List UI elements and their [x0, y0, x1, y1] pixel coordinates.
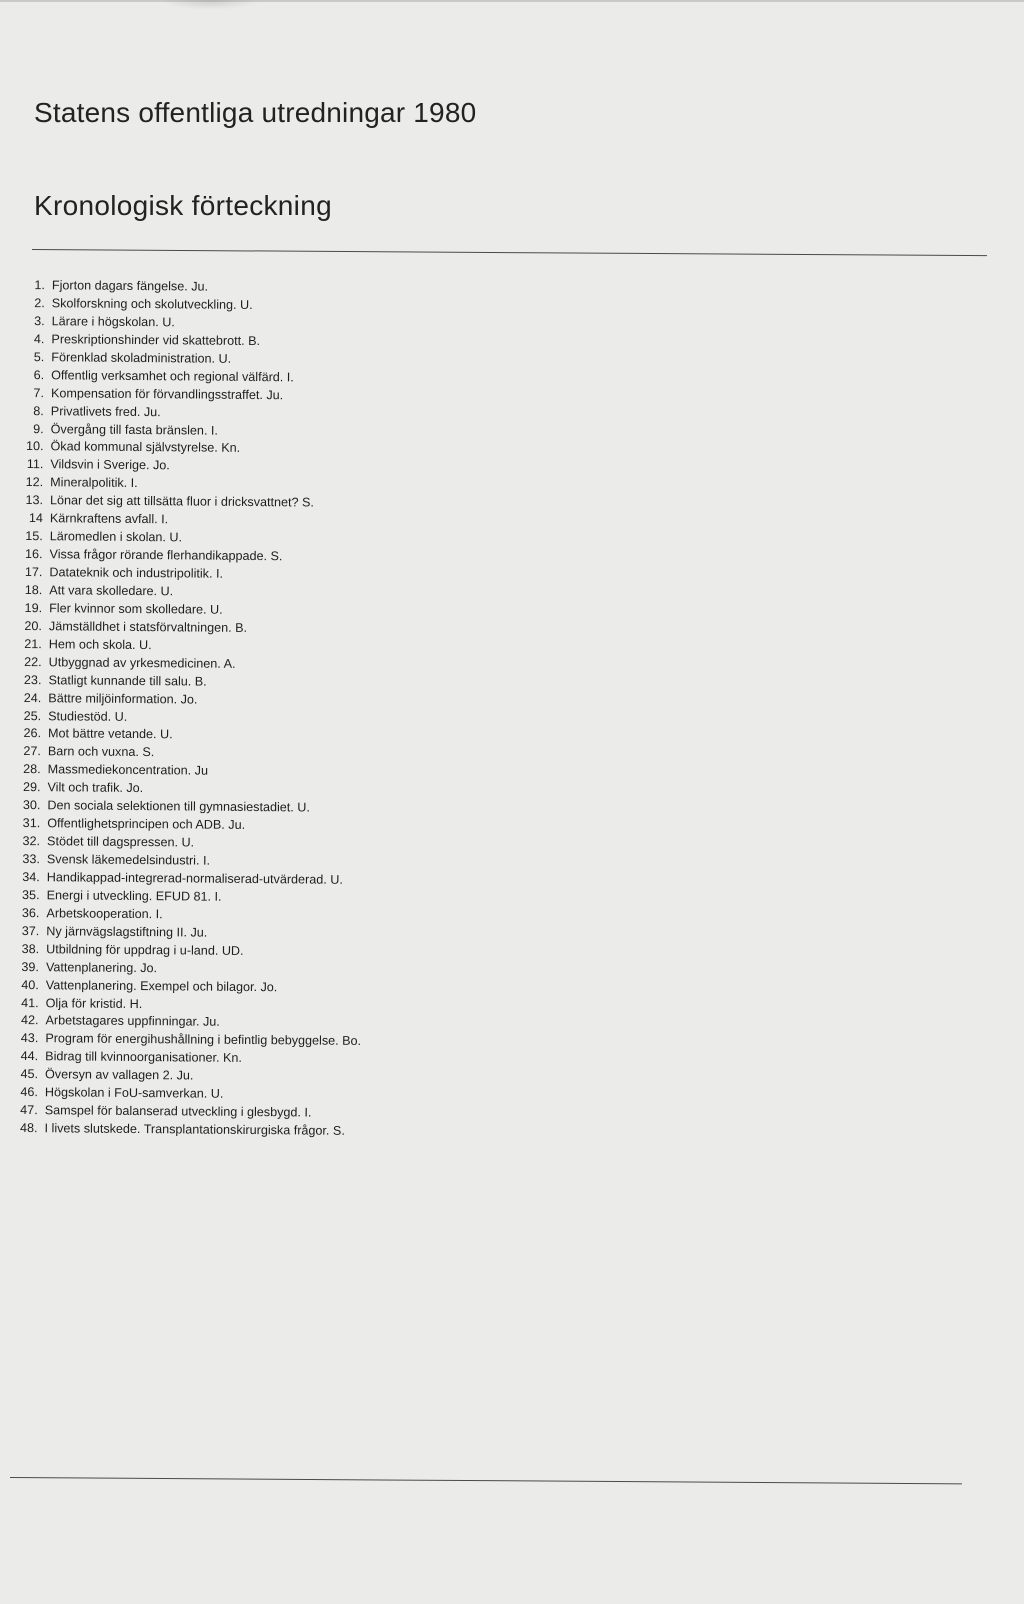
item-number: 33. — [22, 852, 40, 867]
item-title: Samspel för balanserad utveckling i glesbygd. I. — [44, 1103, 312, 1120]
item-number: 45. — [20, 1067, 39, 1082]
item-title: Stödet till dagspressen. U. — [47, 834, 195, 850]
item-title: Övergång till fasta bränslen. I. — [50, 421, 219, 438]
item-title: Privatlivets fred. Ju. — [50, 403, 161, 419]
item-title: Datateknik och industripolitik. I. — [49, 565, 224, 581]
list-item — [16, 1120, 360, 1141]
page-subtitle: Kronologisk förteckning — [34, 190, 332, 221]
item-number: 42. — [20, 1013, 39, 1028]
item-number: 25. — [23, 708, 42, 723]
item-title: Lärare i högskolan. U. — [51, 314, 175, 330]
item-title: Vattenplanering. Jo. — [45, 959, 158, 975]
item-title: Vilt och trafik. Jo. — [47, 780, 144, 796]
item-title: Arbetstagares uppfinningar. Ju. — [45, 1013, 220, 1030]
item-title: Utbyggnad av yrkesmedicinen. A. — [48, 654, 236, 671]
item-title: Kärnkraftens avfall. I. — [49, 511, 169, 527]
item-number: 48. — [19, 1121, 38, 1136]
item-title: Offentlig verksamhet och regional välfärd. I. — [51, 367, 294, 385]
item-title: Kompensation för förvandlingsstraffet. Ju. — [50, 385, 284, 402]
item-title: Program för energihushållning i befintlig bebyggelse. Bo. — [45, 1031, 362, 1049]
item-title: Mot bättre vetande. U. — [47, 726, 173, 742]
item-number: 4. — [33, 331, 45, 346]
item-title: Utbildning för uppdrag i u-land. UD. — [46, 941, 244, 958]
item-number: 1. — [34, 278, 45, 293]
item-title: Att vara skolledare. U. — [49, 583, 174, 599]
item-title: Läromedlen i skolan. U. — [49, 529, 183, 545]
item-number: 31. — [22, 816, 41, 831]
item-number: 29. — [22, 780, 41, 795]
item-number: 41. — [21, 995, 39, 1010]
item-title: Bidrag till kvinnoorganisationer. Kn. — [45, 1049, 242, 1066]
item-number: 34. — [22, 869, 40, 885]
item-number: 21. — [24, 636, 42, 651]
item-title: Arbetskooperation. I. — [46, 906, 163, 922]
item-title: Bättre miljöinformation. Jo. — [48, 690, 198, 707]
scan-shadow — [160, 0, 260, 10]
item-number: 47. — [20, 1103, 38, 1118]
item-number: 30. — [22, 798, 41, 813]
item-number: 46. — [20, 1085, 38, 1100]
item-number: 35. — [22, 887, 40, 903]
item-number: 27. — [23, 744, 41, 759]
item-title: Ökad kommunal självstyrelse. Kn. — [50, 439, 241, 456]
item-title: Vattenplanering. Exempel och bilagor. Jo. — [45, 977, 278, 994]
item-number: 14 — [28, 511, 43, 526]
item-number: 36. — [21, 905, 40, 920]
item-number: 9. — [33, 421, 44, 436]
item-title: Vildsvin i Sverige. Jo. — [50, 457, 170, 473]
item-number: 26. — [23, 726, 42, 741]
item-title: Skolforskning och skolutveckling. U. — [51, 296, 253, 312]
item-title: Högskolan i FoU-samverkan. U. — [44, 1085, 224, 1101]
item-number: 22. — [24, 654, 42, 669]
item-number: 43. — [20, 1031, 39, 1046]
item-title: Offentlighetsprincipen och ADB. Ju. — [47, 816, 246, 833]
item-number: 2. — [34, 296, 45, 311]
item-number: 10. — [25, 439, 44, 454]
item-number: 40. — [21, 977, 39, 992]
item-number: 16. — [25, 547, 43, 562]
item-title: Vissa frågor rörande flerhandikappade. S. — [49, 547, 283, 564]
item-title: Mineralpolitik. I. — [50, 475, 138, 491]
item-title: Den sociala selektionen till gymnasiestadiet. U. — [47, 798, 310, 815]
item-number: 5. — [33, 349, 45, 364]
item-title: Jämställdhet i statsförvaltningen. B. — [48, 619, 248, 635]
item-title: Hem och skola. U. — [48, 636, 152, 652]
item-number: 19. — [24, 600, 43, 616]
item-number: 12. — [25, 475, 44, 490]
item-number: 20. — [24, 618, 43, 633]
item-title: Massmediekoncentration. Ju — [47, 762, 209, 778]
item-number: 18. — [24, 582, 43, 598]
item-title: Lönar det sig att tillsätta fluor i dricksvattnet? S. — [49, 493, 315, 510]
item-title: I livets slutskede. Transplantationskirurgiska frågor. S. — [44, 1121, 345, 1138]
item-title: Förenklad skoladministration. U. — [51, 349, 232, 366]
item-title: Handikappad-integrerad-normaliserad-utvärderad. U. — [46, 870, 343, 887]
item-number: 15. — [25, 529, 43, 544]
page-title: Statens offentliga utredningar 1980 — [34, 97, 477, 128]
item-title: Olja för kristid. H. — [45, 995, 143, 1011]
item-number: 17. — [24, 565, 43, 580]
item-title: Energi i utveckling. EFUD 81. I. — [46, 888, 222, 904]
item-title: Barn och vuxna. S. — [47, 744, 155, 760]
item-title: Studiestöd. U. — [48, 708, 128, 724]
item-title: Fjorton dagars fängelse. Ju. — [51, 278, 209, 294]
item-number: 6. — [33, 367, 45, 382]
item-number: 44. — [20, 1049, 39, 1064]
item-title: Ny järnvägslagstiftning II. Ju. — [46, 923, 208, 940]
report-list — [16, 277, 367, 1141]
item-number: 39. — [21, 959, 40, 974]
bottom-divider — [10, 1477, 962, 1484]
item-number: 32. — [22, 834, 41, 849]
item-title: Översyn av vallagen 2. Ju. — [44, 1067, 194, 1083]
item-number: 13. — [25, 493, 44, 508]
item-number: 24. — [23, 690, 42, 705]
item-title: Statligt kunnande till salu. B. — [48, 672, 207, 689]
item-number: 11. — [26, 457, 44, 472]
item-title: Fler kvinnor som skolledare. U. — [49, 601, 223, 617]
page-top-edge — [0, 0, 1024, 2]
item-number: 28. — [23, 762, 41, 777]
item-number: 23. — [23, 672, 42, 687]
item-number: 7. — [33, 385, 45, 400]
item-number: 38. — [21, 941, 40, 956]
item-title: Preskriptionshinder vid skattebrott. B. — [51, 332, 261, 348]
item-title: Svensk läkemedelsindustri. I. — [46, 852, 211, 868]
top-divider — [32, 249, 987, 256]
item-number: 37. — [21, 923, 40, 938]
item-number: 3. — [34, 313, 45, 329]
item-number: 8. — [33, 403, 44, 418]
